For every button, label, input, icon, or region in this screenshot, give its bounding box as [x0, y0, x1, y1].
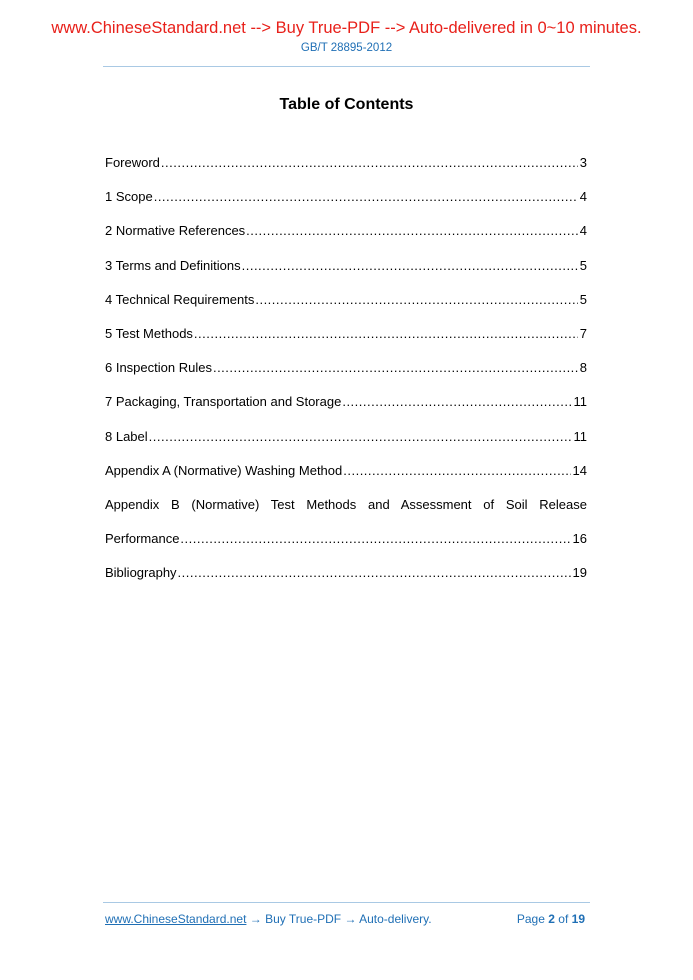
toc-entry-label: 6 Inspection Rules [105, 360, 212, 376]
toc-entry-page: 14 [572, 462, 587, 478]
toc-entry-packaging[interactable] [105, 392, 587, 426]
toc-entry-page: 11 [573, 428, 587, 444]
toc-entry-label: 2 Normative References [105, 223, 246, 239]
of-word: of [558, 912, 569, 926]
toc-leader-dots [180, 529, 570, 548]
toc-entry-normative-references[interactable] [105, 221, 587, 255]
page-word: Page [516, 912, 545, 926]
toc-entry-label: 1 Scope [105, 189, 153, 205]
footer-tagline-text: → Buy True-PDF → Auto-delivery. [246, 912, 432, 926]
toc-entry-terms-definitions[interactable] [105, 256, 587, 290]
toc-entry-bibliography[interactable] [105, 563, 587, 597]
toc-leader-dots [242, 256, 578, 275]
toc-leader-dots [255, 290, 577, 309]
toc-leader-dots [149, 427, 572, 446]
footer-divider [103, 902, 590, 903]
toc-entry-test-methods[interactable] [105, 324, 587, 358]
toc-leader-dots [213, 358, 578, 377]
page-footer [105, 912, 585, 926]
toc-entry-page: 4 [579, 189, 587, 205]
toc-entry-page: 7 [579, 325, 587, 341]
toc-leader-dots [161, 153, 578, 172]
header-banner: www.ChineseStandard.net --> Buy True-PDF --> Auto-delivered in 0~10 minutes. [51, 19, 642, 37]
toc-entry-label: 4 Technical Requirements [105, 291, 255, 307]
toc-entry-label: 8 Label [105, 428, 148, 444]
toc-leader-dots [343, 461, 570, 480]
toc-entry-page: 16 [572, 531, 587, 547]
toc-entry-appendix-b[interactable] [105, 495, 587, 563]
page-total: 19 [571, 912, 585, 926]
toc-entry-label: Appendix B (Normative) Test Methods and Assessment of Soil Release [105, 496, 587, 512]
toc-entry-page: 19 [572, 565, 587, 581]
toc-entry-appendix-a[interactable] [105, 461, 587, 495]
toc-entry-label: 7 Packaging, Transportation and Storage [105, 394, 342, 410]
page-number [517, 912, 585, 926]
toc-entry-label: 5 Test Methods [105, 325, 193, 341]
header-divider [103, 66, 590, 67]
toc-entry-label-section[interactable] [105, 427, 587, 461]
toc-entry-inspection-rules[interactable] [105, 358, 587, 392]
table-of-contents [105, 153, 587, 597]
toc-entry-label-continued: Performance [105, 531, 180, 547]
toc-entry-page: 8 [579, 360, 587, 376]
toc-entry-page: 11 [573, 394, 587, 410]
toc-entry-foreword[interactable] [105, 153, 587, 187]
toc-entry-label: 3 Terms and Definitions [105, 257, 241, 273]
toc-leader-dots [194, 324, 578, 343]
toc-entry-scope[interactable] [105, 187, 587, 221]
standard-code: GB/T 28895-2012 [300, 42, 393, 54]
toc-entry-label: Bibliography [105, 565, 177, 581]
footer-tagline [105, 912, 432, 926]
toc-leader-dots [246, 221, 578, 240]
toc-entry-page: 3 [579, 155, 587, 170]
footer-site-link[interactable]: www.ChineseStandard.net [105, 912, 247, 926]
toc-entry-page: 4 [579, 223, 587, 239]
toc-leader-dots [342, 392, 571, 411]
toc-entry-label: Foreword [105, 155, 160, 170]
toc-leader-dots [154, 187, 578, 206]
toc-entry-page: 5 [579, 291, 587, 307]
page-current: 2 [548, 912, 555, 926]
toc-title: Table of Contents [279, 96, 414, 113]
toc-leader-dots [178, 563, 571, 582]
toc-entry-label: Appendix A (Normative) Washing Method [105, 462, 343, 478]
toc-entry-technical-requirements[interactable] [105, 290, 587, 324]
toc-entry-page: 5 [579, 257, 587, 273]
